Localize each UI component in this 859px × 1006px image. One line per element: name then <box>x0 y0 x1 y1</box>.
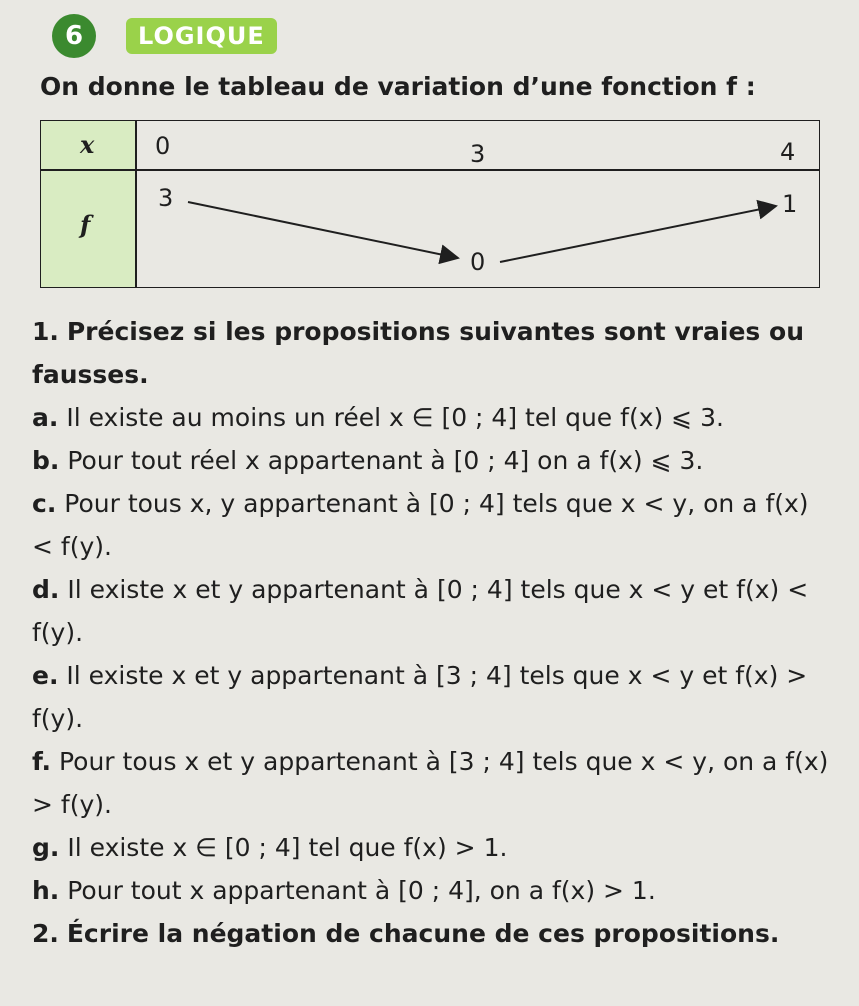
exercise-tag: LOGIQUE <box>126 18 277 54</box>
f-value-3: 3 <box>158 184 174 212</box>
increasing-arrow <box>500 206 776 262</box>
item-b-letter: b. <box>32 446 60 475</box>
item-b-text: Pour tout réel x appartenant à [0 ; 4] on a f(x) ⩽ 3. <box>67 446 704 475</box>
x-row-label: x <box>80 130 95 159</box>
item-f-text: Pour tous x et y appartenant à [3 ; 4] tels que x < y, on a f(x) > f(y). <box>32 747 829 819</box>
x-value-4: 4 <box>780 138 796 166</box>
item-g <box>32 826 832 869</box>
intro-text: On donne le tableau de variation d’une fonction f : <box>40 72 756 101</box>
x-value-3: 3 <box>470 140 486 168</box>
item-b <box>32 439 832 482</box>
f-value-1: 1 <box>782 190 798 218</box>
question-2-number: 2. <box>32 919 59 948</box>
x-value-0: 0 <box>155 132 171 160</box>
exercise-header <box>52 14 277 58</box>
question-2-text: Écrire la négation de chacune de ces propositions. <box>66 919 780 948</box>
item-a-text: Il existe au moins un réel x ∈ [0 ; 4] tel que f(x) ⩽ 3. <box>66 403 724 432</box>
f-value-0: 0 <box>470 248 486 276</box>
item-g-text: Il existe x ∈ [0 ; 4] tel que f(x) > 1. <box>67 833 508 862</box>
item-a <box>32 396 832 439</box>
item-h-text: Pour tout x appartenant à [0 ; 4], on a f(x) > 1. <box>67 876 656 905</box>
item-h <box>32 869 832 912</box>
item-d <box>32 568 832 654</box>
question-1 <box>32 310 832 396</box>
f-row-label: f <box>80 210 91 239</box>
item-e-text: Il existe x et y appartenant à [3 ; 4] tels que x < y et f(x) > f(y). <box>32 661 808 733</box>
exercise-number-badge: 6 <box>52 14 96 58</box>
item-d-letter: d. <box>32 575 60 604</box>
item-c-letter: c. <box>32 489 57 518</box>
question-2 <box>32 912 832 955</box>
item-d-text: Il existe x et y appartenant à [0 ; 4] tels que x < y et f(x) < f(y). <box>32 575 809 647</box>
question-1-text: Précisez si les propositions suivantes sont vraies ou fausses. <box>32 317 804 389</box>
item-h-letter: h. <box>32 876 60 905</box>
item-e-letter: e. <box>32 661 59 690</box>
question-1-number: 1. <box>32 317 59 346</box>
item-c <box>32 482 832 568</box>
item-e <box>32 654 832 740</box>
item-a-letter: a. <box>32 403 59 432</box>
item-c-text: Pour tous x, y appartenant à [0 ; 4] tels que x < y, on a f(x) < f(y). <box>32 489 809 561</box>
item-g-letter: g. <box>32 833 60 862</box>
variation-table <box>40 120 820 288</box>
decreasing-arrow <box>188 202 458 258</box>
item-f <box>32 740 832 826</box>
question-list <box>32 310 832 955</box>
item-f-letter: f. <box>32 747 52 776</box>
